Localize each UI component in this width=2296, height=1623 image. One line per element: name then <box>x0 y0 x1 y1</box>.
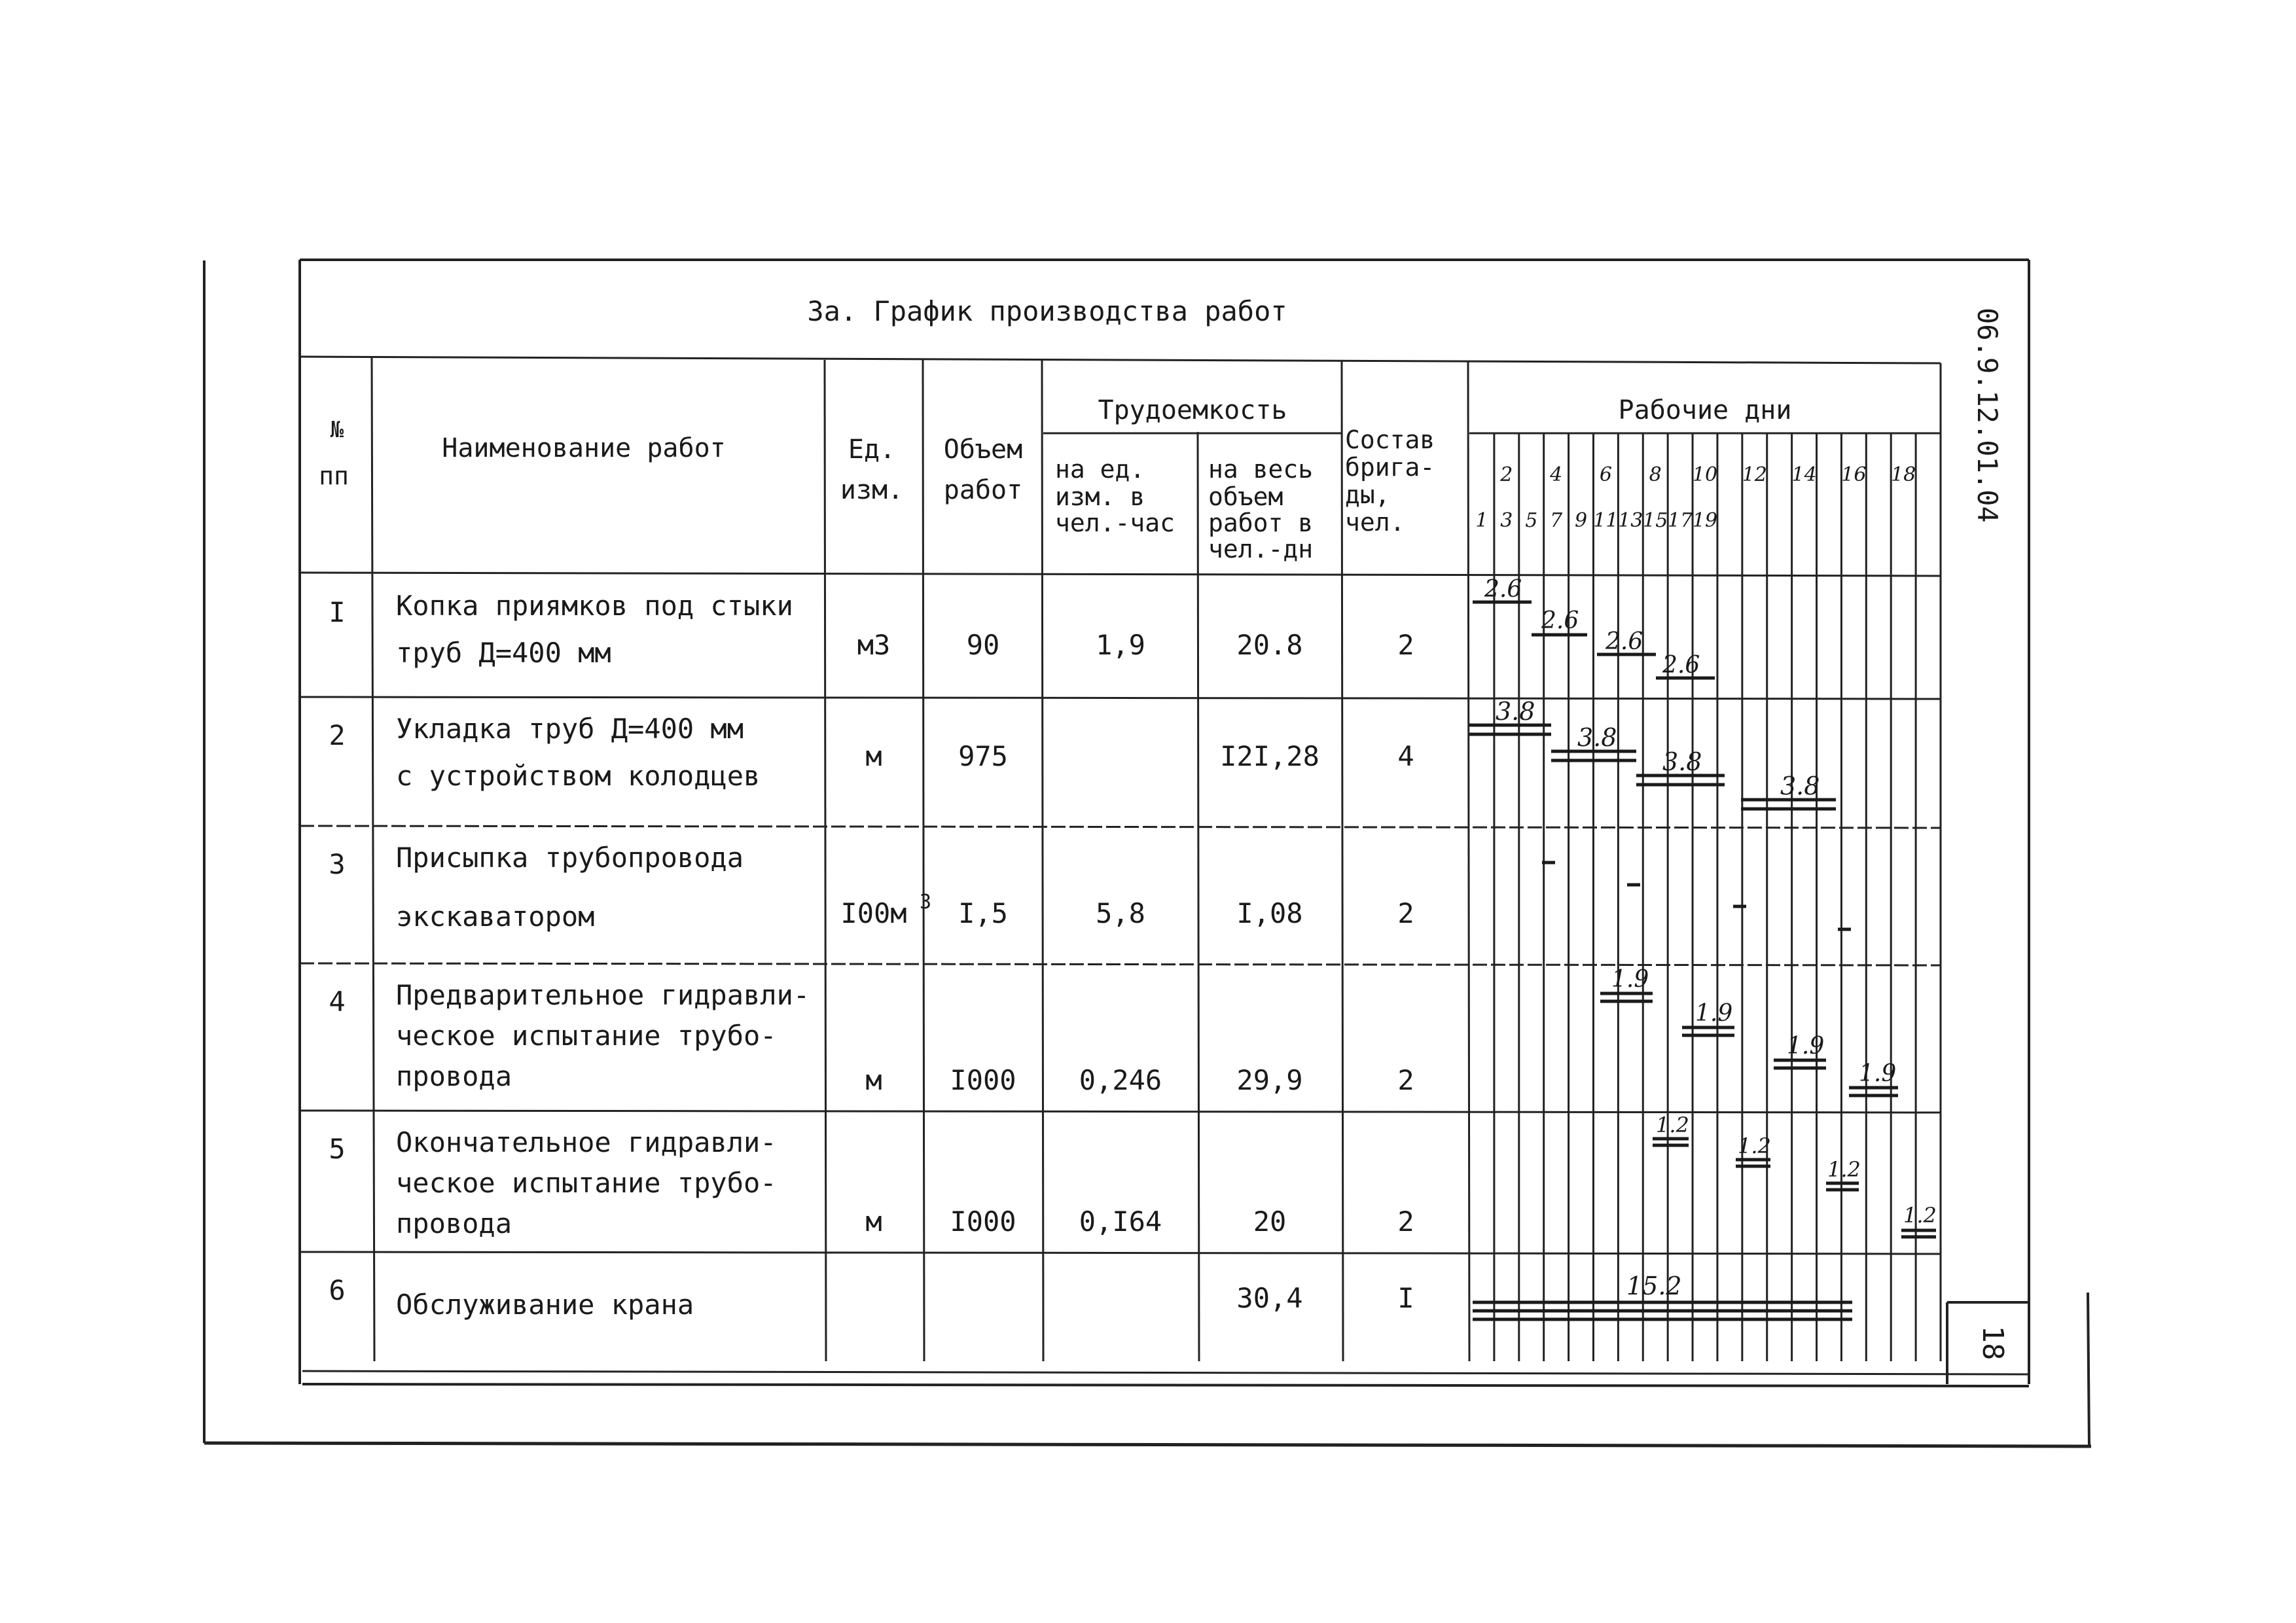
gantt-label: 15.2 <box>1626 1272 1682 1300</box>
row-number: 3 <box>329 848 346 880</box>
day-number: 13 <box>1618 509 1643 532</box>
day-number: 7 <box>1550 509 1563 532</box>
gantt-label: 2.6 <box>1484 576 1522 603</box>
labor-total-cell: 20 <box>1253 1205 1287 1238</box>
day-number: 9 <box>1574 509 1588 532</box>
table-row <box>329 590 1414 669</box>
day-number: 15 <box>1643 509 1668 532</box>
volume-cell: 975 <box>958 740 1008 772</box>
day-number: 2 <box>1500 463 1513 486</box>
gantt-label: 1.2 <box>1903 1203 1937 1228</box>
crew-cell: 4 <box>1397 740 1414 772</box>
document-code: 06.9.12.01.04 <box>1971 308 2003 523</box>
work-name-line: ческое испытание трубо- <box>396 1167 777 1199</box>
volume-cell: I,5 <box>958 897 1008 929</box>
header-labor-total-4: чел.-дн <box>1208 535 1314 563</box>
header-name: Наименование работ <box>442 433 726 463</box>
unit-cell: м <box>865 1064 882 1096</box>
day-number: 12 <box>1742 463 1767 486</box>
table-header <box>319 395 1791 563</box>
crew-cell: 2 <box>1397 1064 1414 1096</box>
row-number: I <box>329 596 346 628</box>
day-number: 8 <box>1649 463 1662 486</box>
day-number: 4 <box>1550 463 1563 486</box>
header-volume-1: Объем <box>943 435 1023 465</box>
table-frame <box>300 260 2029 1386</box>
gantt-label: 1.9 <box>1859 1060 1897 1087</box>
header-crew-4: чел. <box>1345 508 1405 537</box>
header-unit-1: Ед. <box>848 435 896 465</box>
day-number-labels <box>1475 463 1916 532</box>
volume-cell: 90 <box>966 629 1000 661</box>
work-name-line: Укладка труб Д=400 мм <box>396 713 744 745</box>
gantt-row-4 <box>1600 966 1898 1096</box>
page-number: 18 <box>1976 1325 2009 1361</box>
gantt-row-6 <box>1473 1272 1852 1319</box>
gantt-row-3 <box>1542 863 1851 929</box>
day-number: 1 <box>1475 509 1488 532</box>
header-no-2: пп <box>319 461 349 490</box>
header-labor: Трудоемкость <box>1098 395 1287 425</box>
work-name-line: ческое испытание трубо- <box>396 1020 777 1052</box>
labor-total-cell: I,08 <box>1236 897 1303 929</box>
day-number: 11 <box>1593 509 1619 532</box>
header-unit-2: изм. <box>840 475 904 505</box>
day-number: 17 <box>1668 509 1693 532</box>
unit-cell: I00м <box>840 897 907 929</box>
labor-total-cell: I2I,28 <box>1220 740 1319 772</box>
table-row <box>329 713 1414 792</box>
work-name-line: Обслуживание крана <box>396 1289 694 1321</box>
gantt-row-2 <box>1469 697 1836 809</box>
table-row <box>329 1126 1414 1240</box>
gantt-label: 1.9 <box>1695 1000 1733 1027</box>
row-number: 4 <box>329 986 346 1018</box>
labor-total-cell: 20.8 <box>1236 629 1303 661</box>
header-labor-total-2: объем <box>1208 482 1283 511</box>
gantt-row-5 <box>1653 1113 1937 1237</box>
row-number: 5 <box>329 1133 346 1165</box>
labor-total-cell: 30,4 <box>1236 1282 1303 1314</box>
table-body <box>329 590 1414 1321</box>
unit-cell: м <box>865 1205 882 1238</box>
header-no: № <box>330 417 344 443</box>
crew-cell: 2 <box>1397 1205 1414 1238</box>
row-number: 6 <box>329 1274 346 1306</box>
header-labor-total-1: на весь <box>1208 455 1314 484</box>
work-name-line: Окончательное гидравли- <box>396 1126 777 1158</box>
crew-cell: I <box>1397 1282 1414 1314</box>
gantt-label: 2.6 <box>1662 652 1700 679</box>
labor-unit-cell: 0,246 <box>1079 1064 1162 1096</box>
work-name-line: труб Д=400 мм <box>396 637 611 669</box>
labor-unit-cell: 5,8 <box>1096 897 1145 929</box>
day-number: 18 <box>1891 463 1916 486</box>
labor-total-cell: 29,9 <box>1236 1064 1303 1096</box>
day-number: 14 <box>1791 463 1817 486</box>
work-name-line: экскаватором <box>396 901 595 933</box>
gantt-label: 1.2 <box>1827 1157 1861 1182</box>
table-row <box>329 1274 1414 1321</box>
work-name-line: с устройством колодцев <box>396 760 761 792</box>
gantt-label: 1.2 <box>1738 1133 1771 1158</box>
header-crew-3: ды, <box>1345 480 1390 509</box>
header-crew-2: брига- <box>1345 453 1435 482</box>
gantt-label: 1.9 <box>1787 1033 1825 1060</box>
work-name-line: Предварительное гидравли- <box>396 979 810 1011</box>
gantt-label: 1.2 <box>1656 1113 1689 1137</box>
header-labor-unit-1: на ед. <box>1055 455 1145 484</box>
table-row <box>329 842 1414 933</box>
gantt-label: 2.6 <box>1541 607 1579 634</box>
labor-unit-cell: 1,9 <box>1096 629 1145 661</box>
work-name-line: провода <box>396 1060 512 1092</box>
day-number: 5 <box>1525 509 1538 532</box>
table-row <box>329 979 1414 1096</box>
day-number: 10 <box>1692 463 1718 486</box>
day-number: 16 <box>1841 463 1867 486</box>
gantt-label: 1.9 <box>1611 966 1649 993</box>
gantt-label: 3.8 <box>1780 772 1820 800</box>
volume-cell: I000 <box>950 1064 1016 1096</box>
unit-superscript: 3 <box>920 891 932 914</box>
day-grid <box>1494 433 1916 1361</box>
day-number: 19 <box>1692 509 1718 532</box>
work-name-line: провода <box>396 1207 512 1240</box>
work-name-line: Присыпка трубопровода <box>396 842 744 874</box>
labor-unit-cell: 0,I64 <box>1079 1205 1162 1238</box>
gantt-label: 3.8 <box>1577 723 1617 752</box>
unit-cell: м <box>865 740 882 772</box>
work-name-line: Копка приямков под стыки <box>396 590 793 622</box>
day-number: 6 <box>1599 463 1612 486</box>
header-volume-2: работ <box>943 475 1023 505</box>
gantt-label: 2.6 <box>1605 628 1643 655</box>
crew-cell: 2 <box>1397 629 1414 661</box>
header-crew-1: Состав <box>1345 425 1435 454</box>
header-labor-unit-2: изм. в <box>1055 482 1145 511</box>
row-number: 2 <box>329 719 346 751</box>
gantt-label: 3.8 <box>1662 747 1702 776</box>
gantt-label: 3.8 <box>1496 697 1535 726</box>
header-labor-unit-3: чел.-час <box>1055 508 1175 537</box>
volume-cell: I000 <box>950 1205 1016 1238</box>
header-days: Рабочие дни <box>1618 395 1792 425</box>
table-title: 3а. График производства работ <box>807 295 1287 327</box>
header-labor-total-3: работ в <box>1208 508 1314 537</box>
day-number: 3 <box>1500 509 1513 532</box>
crew-cell: 2 <box>1397 897 1414 929</box>
unit-cell: м3 <box>857 629 891 661</box>
